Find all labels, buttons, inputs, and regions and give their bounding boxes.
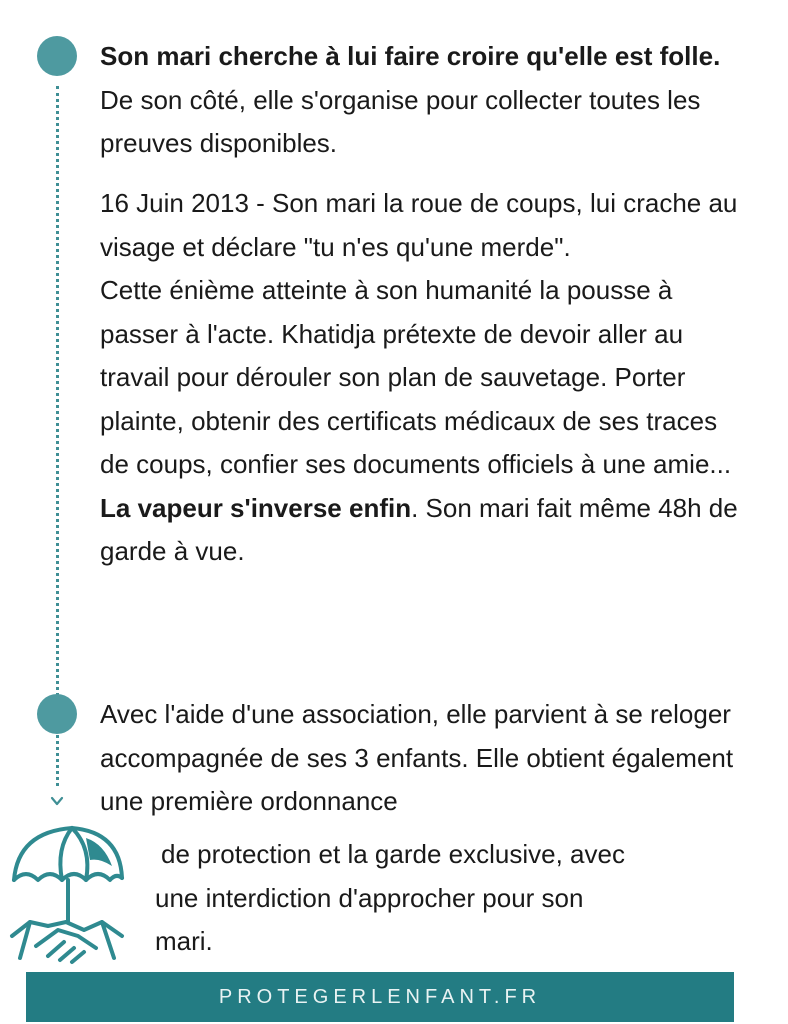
paragraph-4-line-3: mari. — [155, 926, 213, 956]
paragraph-1 — [100, 35, 750, 166]
arrow-down-icon — [50, 794, 64, 808]
paragraph-1-text: De son côté, elle s'organise pour collecter toutes les preuves disponibles. — [100, 84, 701, 158]
footer-url[interactable]: PROTEGERLENFANT.FR — [218, 985, 542, 1008]
paragraph-4 — [155, 833, 755, 964]
timeline-dot-1 — [37, 36, 77, 76]
paragraph-2-body — [100, 269, 750, 574]
timeline-line — [56, 86, 59, 786]
timeline-dot-2 — [37, 694, 77, 734]
paragraph-3: Avec l'aide d'une association, elle parvient à se reloger accompagnée de ses 3 enfants. Elle obtient également une première ordonnance — [100, 699, 734, 816]
paragraph-4-line-1: de protection et la garde exclusive, avec — [161, 839, 625, 869]
umbrella-handshake-icon — [8, 818, 126, 968]
paragraph-1-bold: Son mari cherche à lui faire croire qu'elle est folle. — [100, 41, 721, 71]
paragraph-4-line-2: une interdiction d'approcher pour son — [155, 882, 584, 913]
paragraph-2-rest: . Son mari fait même 48h de garde à vue. — [100, 492, 738, 566]
paragraph-2-bold: La vapeur s'inverse enfin — [100, 492, 412, 523]
paragraph-2-text: Cette énième atteinte à son humanité la pousse à passer à l'acte. Khatidja prétexte de devoir aller au travail pour dérouler son plan de sauvetage. Porter plainte, obtenir des certificats médicaux de ses traces de coups, confier ses documents officiels à une amie... — [100, 275, 732, 479]
footer-banner — [26, 972, 734, 1022]
paragraph-2 — [100, 182, 750, 574]
paragraph-2-line: 16 Juin 2013 - Son mari la roue de coups, lui crache au visage et déclare "tu n'es qu'une merde". — [100, 188, 738, 262]
